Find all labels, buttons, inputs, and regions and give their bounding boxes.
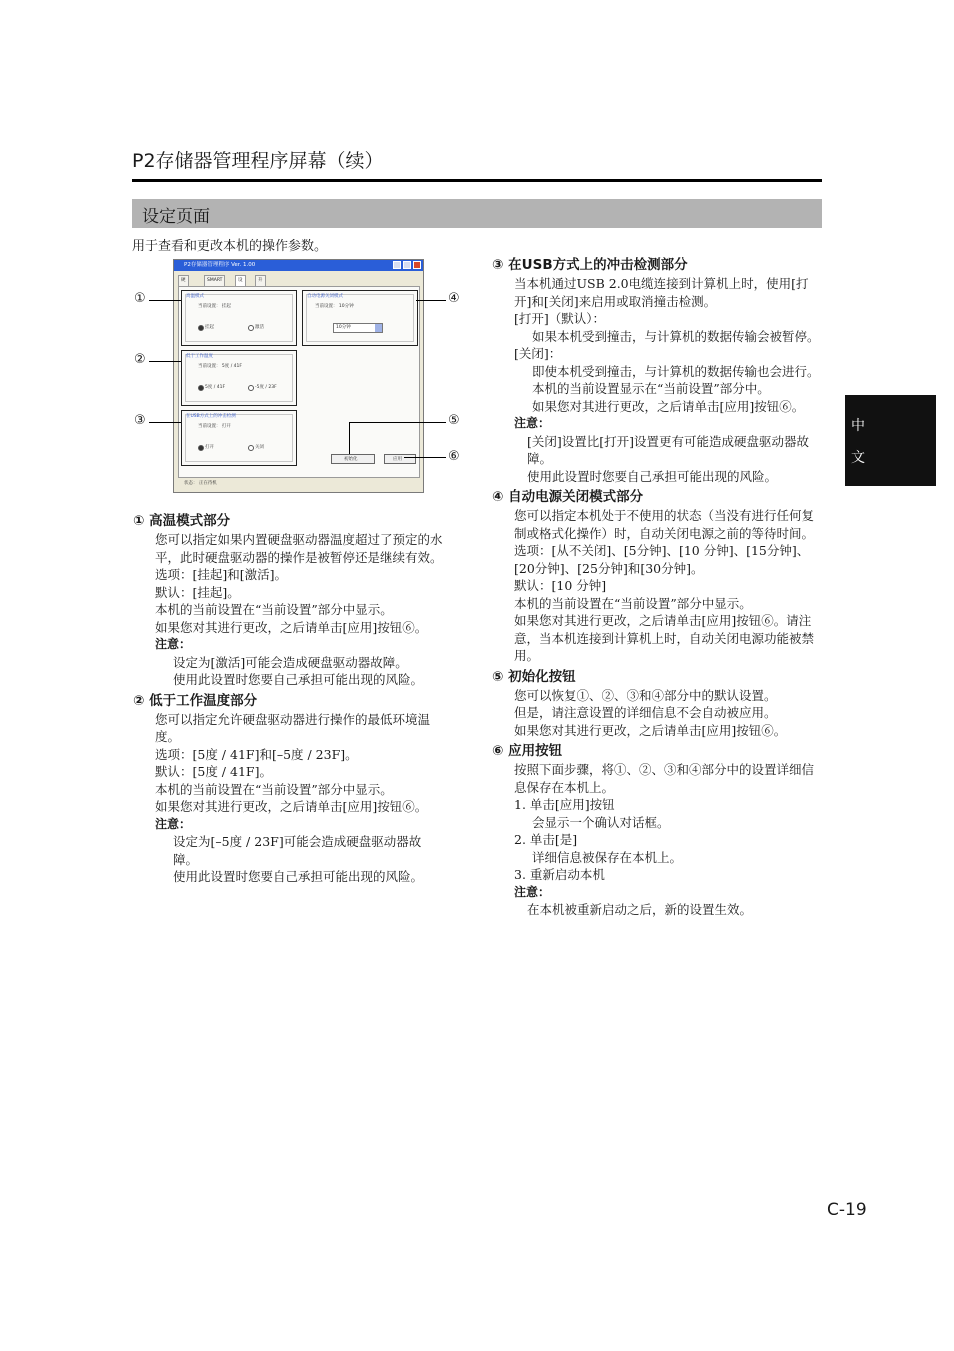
callout-2: ② xyxy=(134,352,146,367)
page-number: C-19 xyxy=(827,1200,867,1220)
section-2-desc: 您可以指定允许硬盘驱动器进行操作的最低环境温度。 xyxy=(155,711,431,744)
section-3-on-desc: 如果本机受到撞击，与计算机的数据传输会被暂停。 xyxy=(532,328,820,344)
radio-minus5deg xyxy=(248,385,254,391)
section-4-options: 选项：[从不关闭]、[5分钟]、[10 分钟]、[15分钟]、[20分钟]、[25分钟]和[30分钟]。 xyxy=(514,543,810,576)
tab-disk-info: 硬 xyxy=(178,275,189,287)
tab-upgrade: 升 xyxy=(255,275,266,287)
section-3-current: 本机的当前设置显示在“当前设置”部分中。 xyxy=(532,381,770,396)
chevron-down-icon xyxy=(375,324,382,332)
radio-activate-label: 激活 xyxy=(255,325,264,330)
section-6-step-1: 1. 单击[应用]按钮 xyxy=(514,797,615,812)
section-2-change: 如果您对其进行更改，之后请单击[应用]按钮⑥。 xyxy=(155,799,428,814)
language-tab-char-1: 中 xyxy=(851,418,865,434)
power-off-select-value: 10分钟 xyxy=(336,325,351,330)
section-1-default: 默认：[挂起]。 xyxy=(155,584,240,600)
callout-3: ③ xyxy=(134,413,146,428)
maximize-icon xyxy=(403,261,411,269)
minimize-icon xyxy=(393,261,401,269)
section-3-desc: 当本机通过USB 2.0电缆连接到计算机上时，使用[打开]和[关闭]来启用或取消撞击检测。 xyxy=(514,276,809,309)
group-auto-power-off xyxy=(302,290,418,346)
leader-line-6 xyxy=(404,457,446,458)
section-2-current: 本机的当前设置在“当前设置”部分中显示。 xyxy=(155,781,393,797)
group-high-temp xyxy=(181,290,297,346)
leader-line-5-vertical xyxy=(349,422,350,454)
radio-5deg xyxy=(198,385,204,391)
radio-on xyxy=(198,445,204,451)
section-3-note-label: 注意： xyxy=(514,416,551,430)
section-6-step-1-desc: 会显示一个确认对话框。 xyxy=(532,814,670,830)
radio-5deg-label: 5度 / 41F xyxy=(205,385,226,390)
leader-line-4 xyxy=(416,300,446,301)
group-low-temp-title: 低于工作温度 xyxy=(186,354,213,359)
group-shock-detect-title: 在USB方式上的冲击检测 xyxy=(186,414,236,419)
section-1-change: 如果您对其进行更改，之后请单击[应用]按钮⑥。 xyxy=(155,619,428,635)
radio-on-label: 打开 xyxy=(205,445,214,450)
group-auto-power-off-current: 当前设置： 10分钟 xyxy=(315,304,354,309)
radio-minus5deg-label: -5度 / 23F xyxy=(255,385,277,390)
init-button xyxy=(331,454,375,464)
section-6-note-1: 在本机被重新启动之后，新的设置生效。 xyxy=(527,902,753,917)
leader-line-2 xyxy=(149,361,181,362)
section-6-step-2: 2. 单击[是] xyxy=(514,832,578,847)
language-tab-char-2: 文 xyxy=(851,450,865,466)
section-4-default: 默认：[10 分钟] xyxy=(514,578,607,593)
section-1-current: 本机的当前设置在“当前设置”部分中显示。 xyxy=(155,602,393,617)
section-1-note-label: 注意： xyxy=(155,637,192,651)
close-icon xyxy=(413,261,421,269)
window-title: P2存储器管理程序 Ver. 1.00 xyxy=(184,262,256,268)
page-title: P2存储器管理程序屏幕（续） xyxy=(132,150,384,172)
section-5-heading: ⑤ 初始化按钮 xyxy=(492,668,576,685)
section-title: 设定页面 xyxy=(142,207,210,227)
radio-activate xyxy=(248,325,254,331)
group-high-temp-current: 当前设置： 挂起 xyxy=(198,304,231,309)
radio-off-label: 关闭 xyxy=(255,445,264,450)
section-3-change: 如果您对其进行更改，之后请单击[应用]按钮⑥。 xyxy=(532,398,805,414)
tab-settings: 设 xyxy=(235,275,246,287)
group-auto-power-off-title: 自动电源关闭模式 xyxy=(307,294,343,299)
apply-button-label: 应用 xyxy=(393,457,402,462)
section-4-current: 本机的当前设置在“当前设置”部分中显示。 xyxy=(514,595,752,611)
section-2-heading: ② 低于工作温度部分 xyxy=(133,692,258,709)
group-high-temp-title: 高温模式 xyxy=(186,294,204,299)
radio-off xyxy=(248,445,254,451)
left-column xyxy=(133,509,445,886)
section-6-desc: 按照下面步骤，将①、②、③和④部分中的设置详细信息保存在本机上。 xyxy=(514,762,815,795)
callout-6: ⑥ xyxy=(448,449,460,464)
tab-smart-info: SMART xyxy=(204,275,225,287)
right-column xyxy=(492,253,824,919)
group-shock-detect xyxy=(181,410,297,466)
group-low-temp xyxy=(181,350,297,406)
section-bar xyxy=(132,199,822,228)
section-2-options: 选项：[5度 / 41F]和[–5度 / 23F]。 xyxy=(155,746,358,762)
settings-panel xyxy=(178,286,420,478)
section-5-desc: 您可以恢复①、②、③和④部分中的默认设置。 xyxy=(514,687,777,703)
status-bar-text: 状态： 正在待机 xyxy=(184,481,217,486)
section-3-heading: ③ 在USB方式上的冲击检测部分 xyxy=(492,257,688,273)
callout-1: ① xyxy=(134,291,146,306)
power-off-select xyxy=(333,323,383,333)
section-2-note-2: 使用此设置时您要自己承担可能出现的风险。 xyxy=(173,869,424,884)
section-6-step-2-desc: 详细信息被保存在本机上。 xyxy=(532,849,683,865)
section-5-desc-2: 但是，请注意设置的详细信息不会自动被应用。 xyxy=(514,705,777,720)
settings-window-screenshot xyxy=(173,259,424,493)
section-5-change: 如果您对其进行更改，之后请单击[应用]按钮⑥。 xyxy=(514,722,787,738)
section-1-note-2: 使用此设置时您要自己承担可能出现的风险。 xyxy=(173,672,424,687)
section-3-note-1: [关闭]设置比[打开]设置更有可能造成硬盘驱动器故障。 xyxy=(527,433,810,466)
section-6-heading: ⑥ 应用按钮 xyxy=(492,743,563,759)
section-1-note-1: 设定为[激活]可能会造成硬盘驱动器故障。 xyxy=(173,654,408,670)
section-3-on-label: [打开]（默认）： xyxy=(514,311,606,326)
section-3-note-2: 使用此设置时您要自己承担可能出现的风险。 xyxy=(527,468,778,484)
section-3-off-desc: 即使本机受到撞击，与计算机的数据传输也会进行。 xyxy=(532,363,820,379)
group-shock-detect-current: 当前设置： 打开 xyxy=(198,424,231,429)
section-1-options: 选项：[挂起]和[激活]。 xyxy=(155,567,288,582)
group-low-temp-current: 当前设置： 5度 / 41F xyxy=(198,364,242,369)
apply-button xyxy=(384,454,416,464)
callout-4: ④ xyxy=(448,291,460,306)
section-1-desc: 您可以指定如果内置硬盘驱动器温度超过了预定的水平，此时硬盘驱动器的操作是被暂停还是继续有效。 xyxy=(155,532,443,565)
section-1-heading: ① 高温模式部分 xyxy=(133,513,231,529)
leader-line-5 xyxy=(349,422,446,423)
section-intro: 用于查看和更改本机的操作参数。 xyxy=(132,239,328,254)
section-3-off-label: [关闭]： xyxy=(514,346,562,361)
window-titlebar xyxy=(174,260,423,271)
section-6-note-label: 注意： xyxy=(514,884,551,899)
section-2-note-label: 注意： xyxy=(155,816,192,831)
init-button-label: 初始化 xyxy=(344,457,358,462)
radio-suspend-label: 挂起 xyxy=(205,325,214,330)
section-4-change: 如果您对其进行更改，之后请单击[应用]按钮⑥。请注意，当本机连接到计算机上时，自动关闭电源功能被禁用。 xyxy=(514,613,815,663)
section-6-step-3: 3. 重新启动本机 xyxy=(514,867,605,882)
section-4-heading: ④ 自动电源关闭模式部分 xyxy=(492,489,644,505)
leader-line-1 xyxy=(149,300,181,301)
callout-5: ⑤ xyxy=(448,413,460,428)
language-tab xyxy=(845,395,936,486)
section-4-desc: 您可以指定本机处于不使用的状态（当没有进行任何复制或格式化操作）时，自动关闭电源之前的等待时间。 xyxy=(514,508,815,541)
title-rule xyxy=(132,179,822,182)
radio-suspend xyxy=(198,325,204,331)
section-2-default: 默认：[5度 / 41F]。 xyxy=(155,764,272,779)
section-2-note-1: 设定为[–5度 / 23F]可能会造成硬盘驱动器故障。 xyxy=(173,834,422,867)
leader-line-3 xyxy=(149,422,181,423)
